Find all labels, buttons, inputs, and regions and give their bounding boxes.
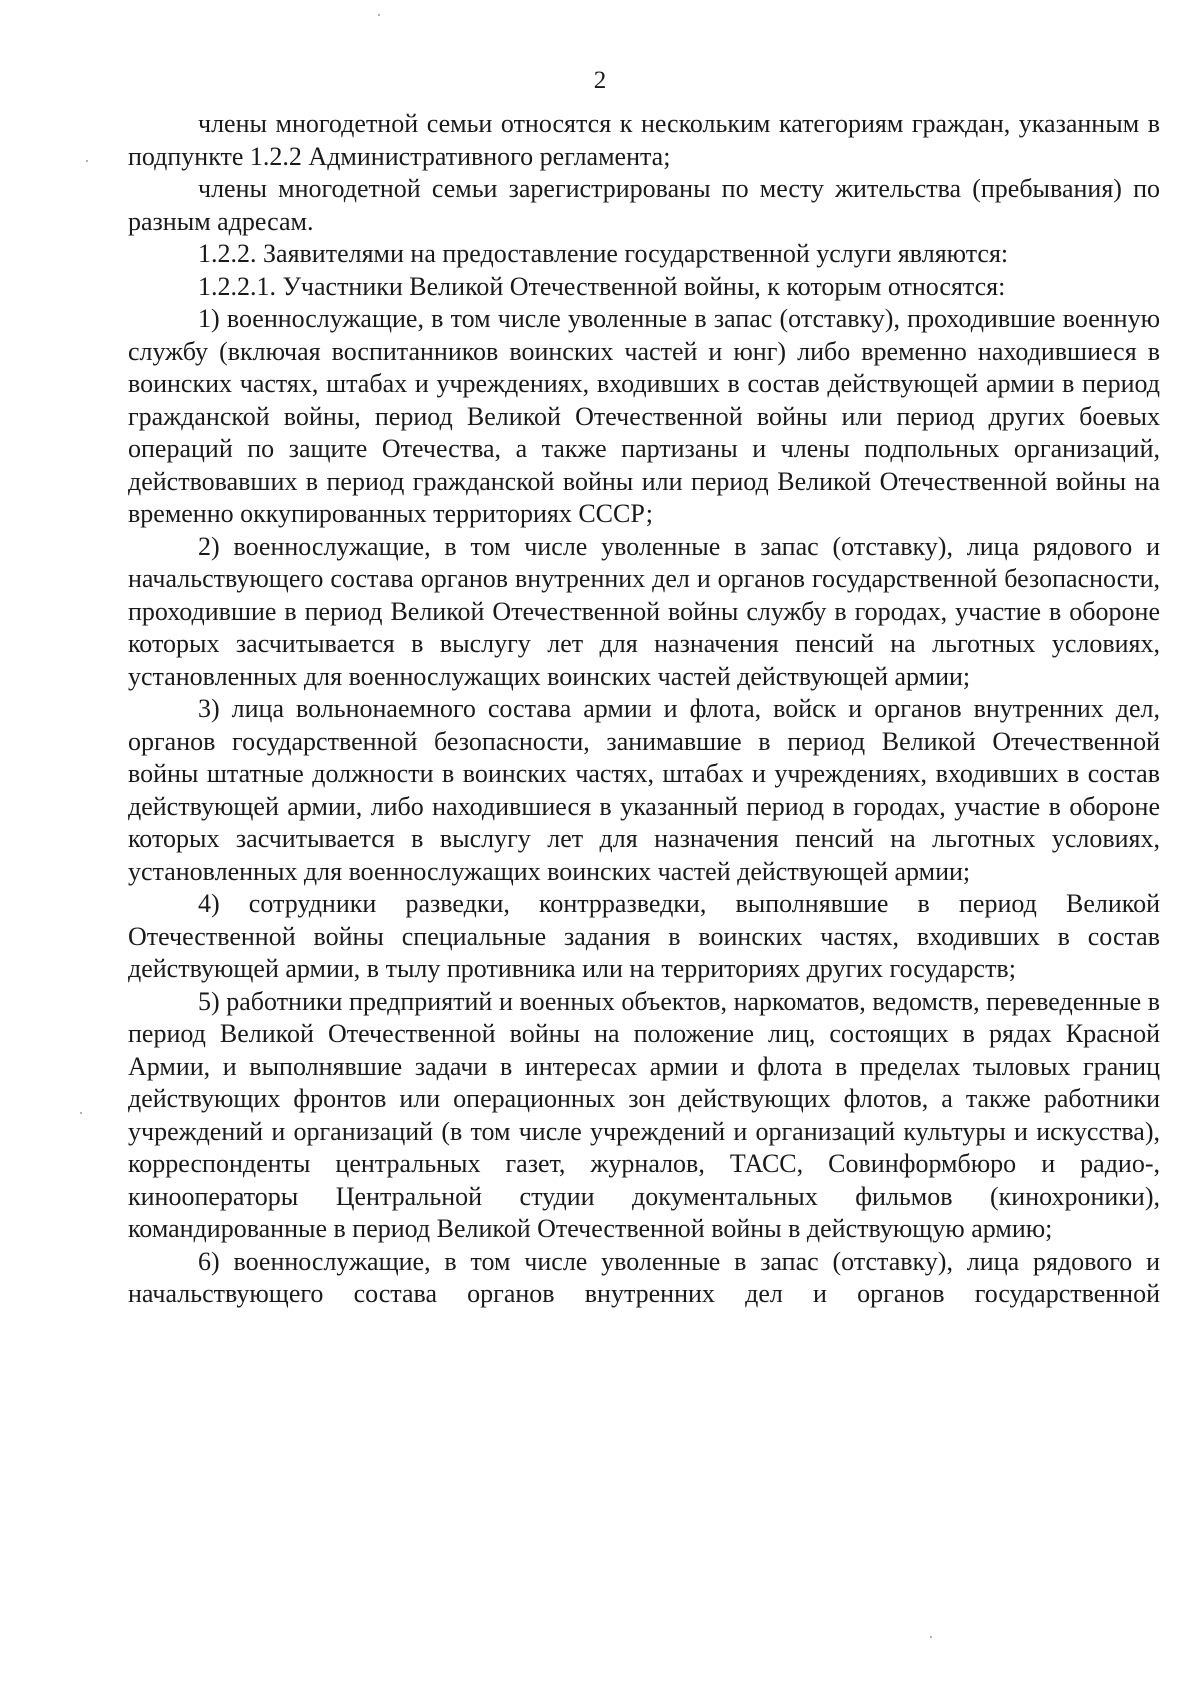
list-item-6: 6) военнослужащие, в том числе уволенные в запас (отставку), лица рядового и начальствующего состава органов внутренних дел и органов государственной: [128, 1246, 1160, 1308]
page-number: 2: [593, 67, 607, 94]
document-body: [128, 108, 1160, 1311]
scan-speck: [378, 14, 380, 16]
paragraph-1-2-2-1-participants: 1.2.2.1. Участники Великой Отечественной войны, к которым относятся:: [198, 271, 1006, 301]
scan-speck: [86, 160, 88, 162]
list-item-1: 1) военнослужащие, в том числе уволенные в запас (отставку), проходившие военную службу (включая воспитанников воинских частей и юнг) либо временно находившиеся в воинских частях, штабах и учреждениях, входивших в состав действующей армии в период гражданской войны, период Великой Отечественной войны или период других боевых операций по защите Отечества, а также партизаны и члены подпольных организаций, действовавших в период гражданской войны или период Великой Отечественной войны на временно оккупированных территориях СССР;: [128, 304, 1160, 528]
paragraph-registered-addresses: члены многодетной семьи зарегистрированы по месту жительства (пребывания) по разным адресам.: [128, 174, 1160, 236]
list-item-5: 5) работники предприятий и военных объектов, наркоматов, ведомств, переведенные в период Великой Отечественной войны на положение лиц, состоящих в рядах Красной Армии, и выполнявшие задачи в интересах армии и флота в пределах тыловых границ действующих фронтов или операционных зон действующих флотов, а также работники учреждений и организаций (в том числе учреждений и организаций культуры и искусства), корреспонденты центральных газет, журналов, ТАСС, Совинформбюро и радио-, кинооператоры Центральной студии документальных фильмов (кинохроники), командированные в период Великой Отечественной войны в действующую армию;: [128, 986, 1160, 1243]
paragraph-1-2-2-applicants: 1.2.2. Заявителями на предоставление государственной услуги являются:: [198, 239, 1009, 268]
scan-speck: [930, 1636, 932, 1638]
scan-speck: [80, 1112, 82, 1114]
paragraph-multichild-categories: члены многодетной семьи относятся к нескольким категориям граждан, указанным в подпункте 1.2.2 Административного регламента;: [128, 109, 1160, 171]
list-item-2: 2) военнослужащие, в том числе уволенные в запас (отставку), лица рядового и начальствующего состава органов внутренних дел и органов государственной безопасности, проходившие в период Великой Отечественной войны службу в городах, участие в обороне которых засчитывается в выслугу лет для назначения пенсий на льготных условиях, установленных для военнослужащих воинских частей действующей армии;: [128, 531, 1160, 691]
list-item-4: 4) сотрудники разведки, контрразведки, выполнявшие в период Великой Отечественной войны специальные задания в воинских частях, входивших в состав действующей армии, в тылу противника или на территориях других государств;: [128, 889, 1160, 983]
list-item-3: 3) лица вольнонаемного состава армии и флота, войск и органов внутренних дел, органов государственной безопасности, занимавшие в период Великой Отечественной войны штатные должности в воинских частях, штабах и учреждениях, входивших в состав действующей армии, либо находившиеся в указанный период в городах, участие в обороне которых засчитывается в выслугу лет для назначения пенсий на льготных условиях, установленных для военнослужащих воинских частей действующей армии;: [128, 694, 1160, 886]
